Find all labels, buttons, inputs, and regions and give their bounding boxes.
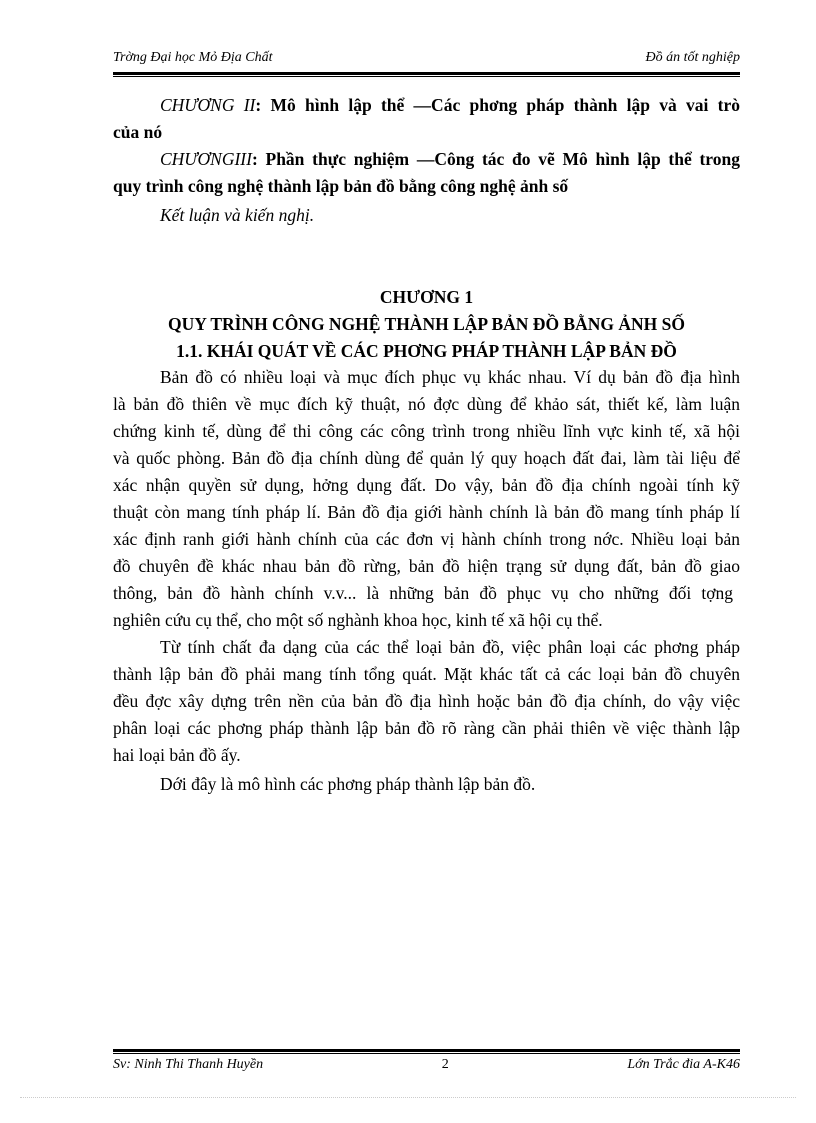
paragraph-line: thuật còn mang tính pháp lí. Bản đồ địa giới hành chính là bản đồ mang tính pháp lí — [113, 502, 740, 522]
page-footer — [113, 1057, 740, 1073]
toc-ch2-title: : Mô hình lập thể —Các phơng pháp thành lập và vai trò — [255, 95, 741, 115]
page-number: 2 — [441, 1057, 449, 1072]
toc-chapter-2 — [160, 94, 740, 116]
paragraph-line: thành lập bản đồ phải mang tính tổng quát. Mặt khác tất cả các loại bản đồ chuyên — [113, 664, 740, 684]
header-doc-type: Đồ án tốt nghiệp — [645, 50, 740, 65]
toc-conclusion: Kết luận và kiến nghị. — [160, 205, 315, 225]
paragraph-line: xác nhận quyền sử dụng, hởng dụng đất. Do vậy, bản đồ địa chính ngoài tính kỹ — [113, 475, 740, 495]
paragraph-line: nghiên cứu cụ thể, cho một số nghành khoa học, kinh tế xã hội cụ thể. — [113, 610, 603, 630]
paragraph-line: chứng kinh tế, dùng để thi công các công trình trong nhiều lĩnh vực kinh tế, xã hội — [113, 421, 740, 441]
toc-ch3-label: CHƯƠNGIII — [160, 149, 252, 169]
toc-ch3-title: : Phần thực nghiệm —Công tác đo vẽ Mô hình lập thể trong — [251, 149, 740, 169]
chapter-title: QUY TRÌNH CÔNG NGHỆ THÀNH LẬP BẢN ĐỒ BẰNG ẢNH SỐ — [168, 314, 685, 334]
paragraph-line: xác định ranh giới hành chính của các đơn vị hành chính trong nớc. Nhiều loại bản — [113, 529, 740, 549]
paragraph-line: thông, bản đồ hành chính v.v... là những bản đồ phục vụ cho những đối tợng — [113, 583, 733, 603]
section-heading: 1.1. KHÁI QUÁT VỀ CÁC PHƠNG PHÁP THÀNH LẬP BẢN ĐỒ — [176, 341, 677, 361]
paragraph-line: Bản đồ có nhiều loại và mục đích phục vụ khác nhau. Ví dụ bản đồ địa hình — [160, 367, 740, 387]
paragraph-line: đồ chuyên đề khác nhau bản đồ rừng, bản đồ hiện trạng sử dụng đất, bản đồ giao — [113, 556, 740, 576]
paragraph-line: Từ tính chất đa dạng của các thể loại bản đồ, việc phân loại các phơng pháp — [160, 637, 740, 657]
footer-class: Lớn Trắc đia A-K46 — [627, 1057, 740, 1072]
toc-ch2-label: CHƯƠNG II — [160, 95, 256, 115]
toc-ch2-title-cont: của nó — [113, 122, 163, 142]
footer-student: Sv: Ninh Thi Thanh Huyền — [113, 1057, 264, 1072]
header-school: Trờng Đại học Mỏ Địa Chất — [113, 50, 273, 65]
paragraph-line: và quốc phòng. Bản đồ địa chính dùng để quản lý quy hoạch đất đai, làm tài liệu để — [113, 448, 740, 468]
page-boundary — [20, 1097, 796, 1098]
toc-ch3-title-cont: quy trình công nghệ thành lập bản đồ bằng công nghệ ảnh số — [113, 176, 569, 196]
chapter-number: CHƯƠNG 1 — [379, 287, 474, 307]
page-header — [113, 50, 740, 66]
paragraph-line: là bản đồ thiên về mục đích kỹ thuật, nó đợc dùng để khảo sát, thiết kế, làm luận — [113, 394, 740, 414]
paragraph-line: hai loại bản đồ ấy. — [113, 745, 241, 765]
paragraph-line: phân loại các phơng pháp thành lập bản đồ rõ ràng cần phải thiên về việc thành lập — [113, 718, 740, 738]
footer-rule — [113, 1049, 740, 1054]
paragraph-line: Dới đây là mô hình các phơng pháp thành lập bản đồ. — [160, 774, 536, 794]
header-rule — [113, 72, 740, 77]
toc-chapter-3 — [160, 148, 740, 170]
paragraph-line: đều đợc xây dựng trên nền của bản đồ địa hình hoặc bản đồ địa chính, do vậy việc — [113, 691, 740, 711]
